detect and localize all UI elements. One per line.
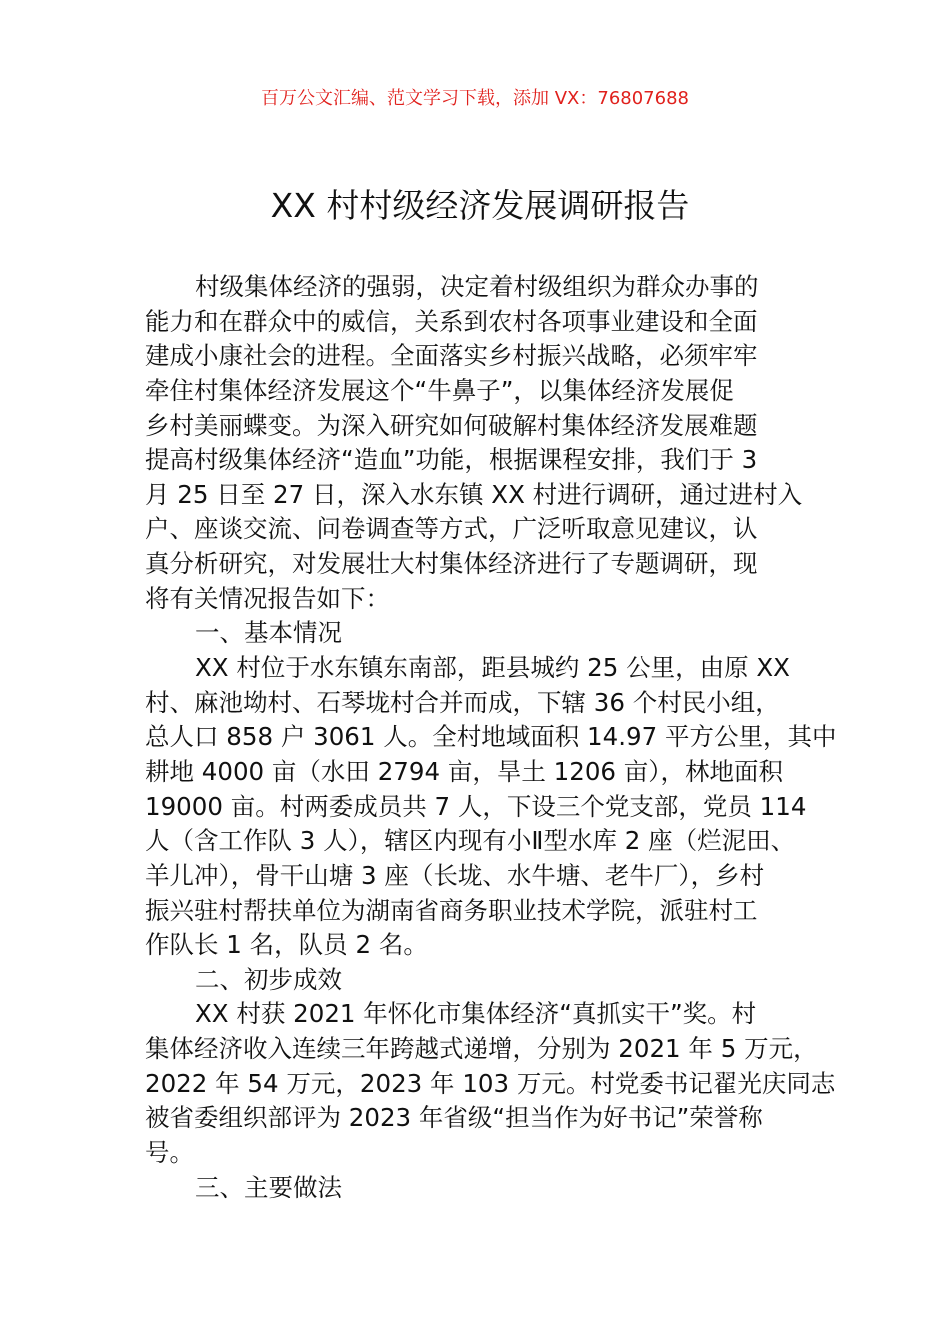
- text-line: 被省委组织部评为 2023 年省级“担当作为好书记”荣誉称: [145, 1103, 763, 1133]
- text-line: 集体经济收入连续三年跨越式递增，分别为 2021 年 5 万元，: [145, 1034, 818, 1064]
- text-line: 三、主要做法: [195, 1172, 342, 1202]
- text-line: 作队长 1 名，队员 2 名。: [145, 930, 428, 960]
- text-line: 2022 年 54 万元，2023 年 103 万元。村党委书记翟光庆同志: [145, 1068, 836, 1098]
- text-line: XX 村位于水东镇东南部，距县城约 25 公里，由原 XX: [195, 653, 790, 683]
- text-line: 能力和在群众中的威信，关系到农村各项事业建设和全面: [145, 306, 758, 336]
- text-line: 一、基本情况: [195, 618, 342, 648]
- document-body: [145, 270, 835, 1205]
- text-line: 羊儿冲），骨干山塘 3 座（长垅、水牛塘、老牛厂），乡村: [145, 860, 765, 890]
- text-line: 提高村级集体经济“造血”功能，根据课程安排，我们于 3: [145, 445, 758, 475]
- text-line: 将有关情况报告如下：: [145, 583, 390, 613]
- text-line: 号。: [145, 1138, 194, 1168]
- text-line: 总人口 858 户 3061 人。全村地域面积 14.97 平方公里，其中: [145, 722, 837, 752]
- text-line: 月 25 日至 27 日，深入水东镇 XX 村进行调研，通过进村入: [145, 479, 803, 509]
- text-line: 振兴驻村帮扶单位为湖南省商务职业技术学院，派驻村工: [145, 895, 758, 925]
- text-line: 二、初步成效: [195, 964, 342, 994]
- text-line: 真分析研究，对发展壮大村集体经济进行了专题调研，现: [145, 549, 758, 579]
- text-line: 乡村美丽蝶变。为深入研究如何破解村集体经济发展难题: [145, 410, 758, 440]
- text-line: 户、座谈交流、问卷调查等方式，广泛听取意见建议，认: [145, 514, 758, 544]
- text-line: 村、麻池坳村、石琴垅村合并而成，下辖 36 个村民小组，: [145, 687, 780, 717]
- text-line: 人（含工作队 3 人），辖区内现有小Ⅱ型水库 2 座（烂泥田、: [145, 826, 796, 856]
- text-line: XX 村获 2021 年怀化市集体经济“真抓实干”奖。村: [195, 999, 757, 1029]
- text-line: 牵住村集体经济发展这个“牛鼻子”，以集体经济发展促: [145, 375, 734, 405]
- text-line: 村级集体经济的强弱，决定着村级组织为群众办事的: [195, 272, 759, 301]
- document-title: XX 村村级经济发展调研报告: [270, 186, 690, 225]
- text-line: 19000 亩。村两委成员共 7 人，下设三个党支部，党员 114: [145, 791, 807, 821]
- watermark-header: 百万公文汇编、范文学习下载，添加 VX：76807688: [261, 88, 689, 109]
- text-line: 建成小康社会的进程。全面落实乡村振兴战略，必须牢牢: [145, 341, 758, 371]
- text-line: 耕地 4000 亩（水田 2794 亩，旱土 1206 亩），林地面积: [145, 756, 784, 786]
